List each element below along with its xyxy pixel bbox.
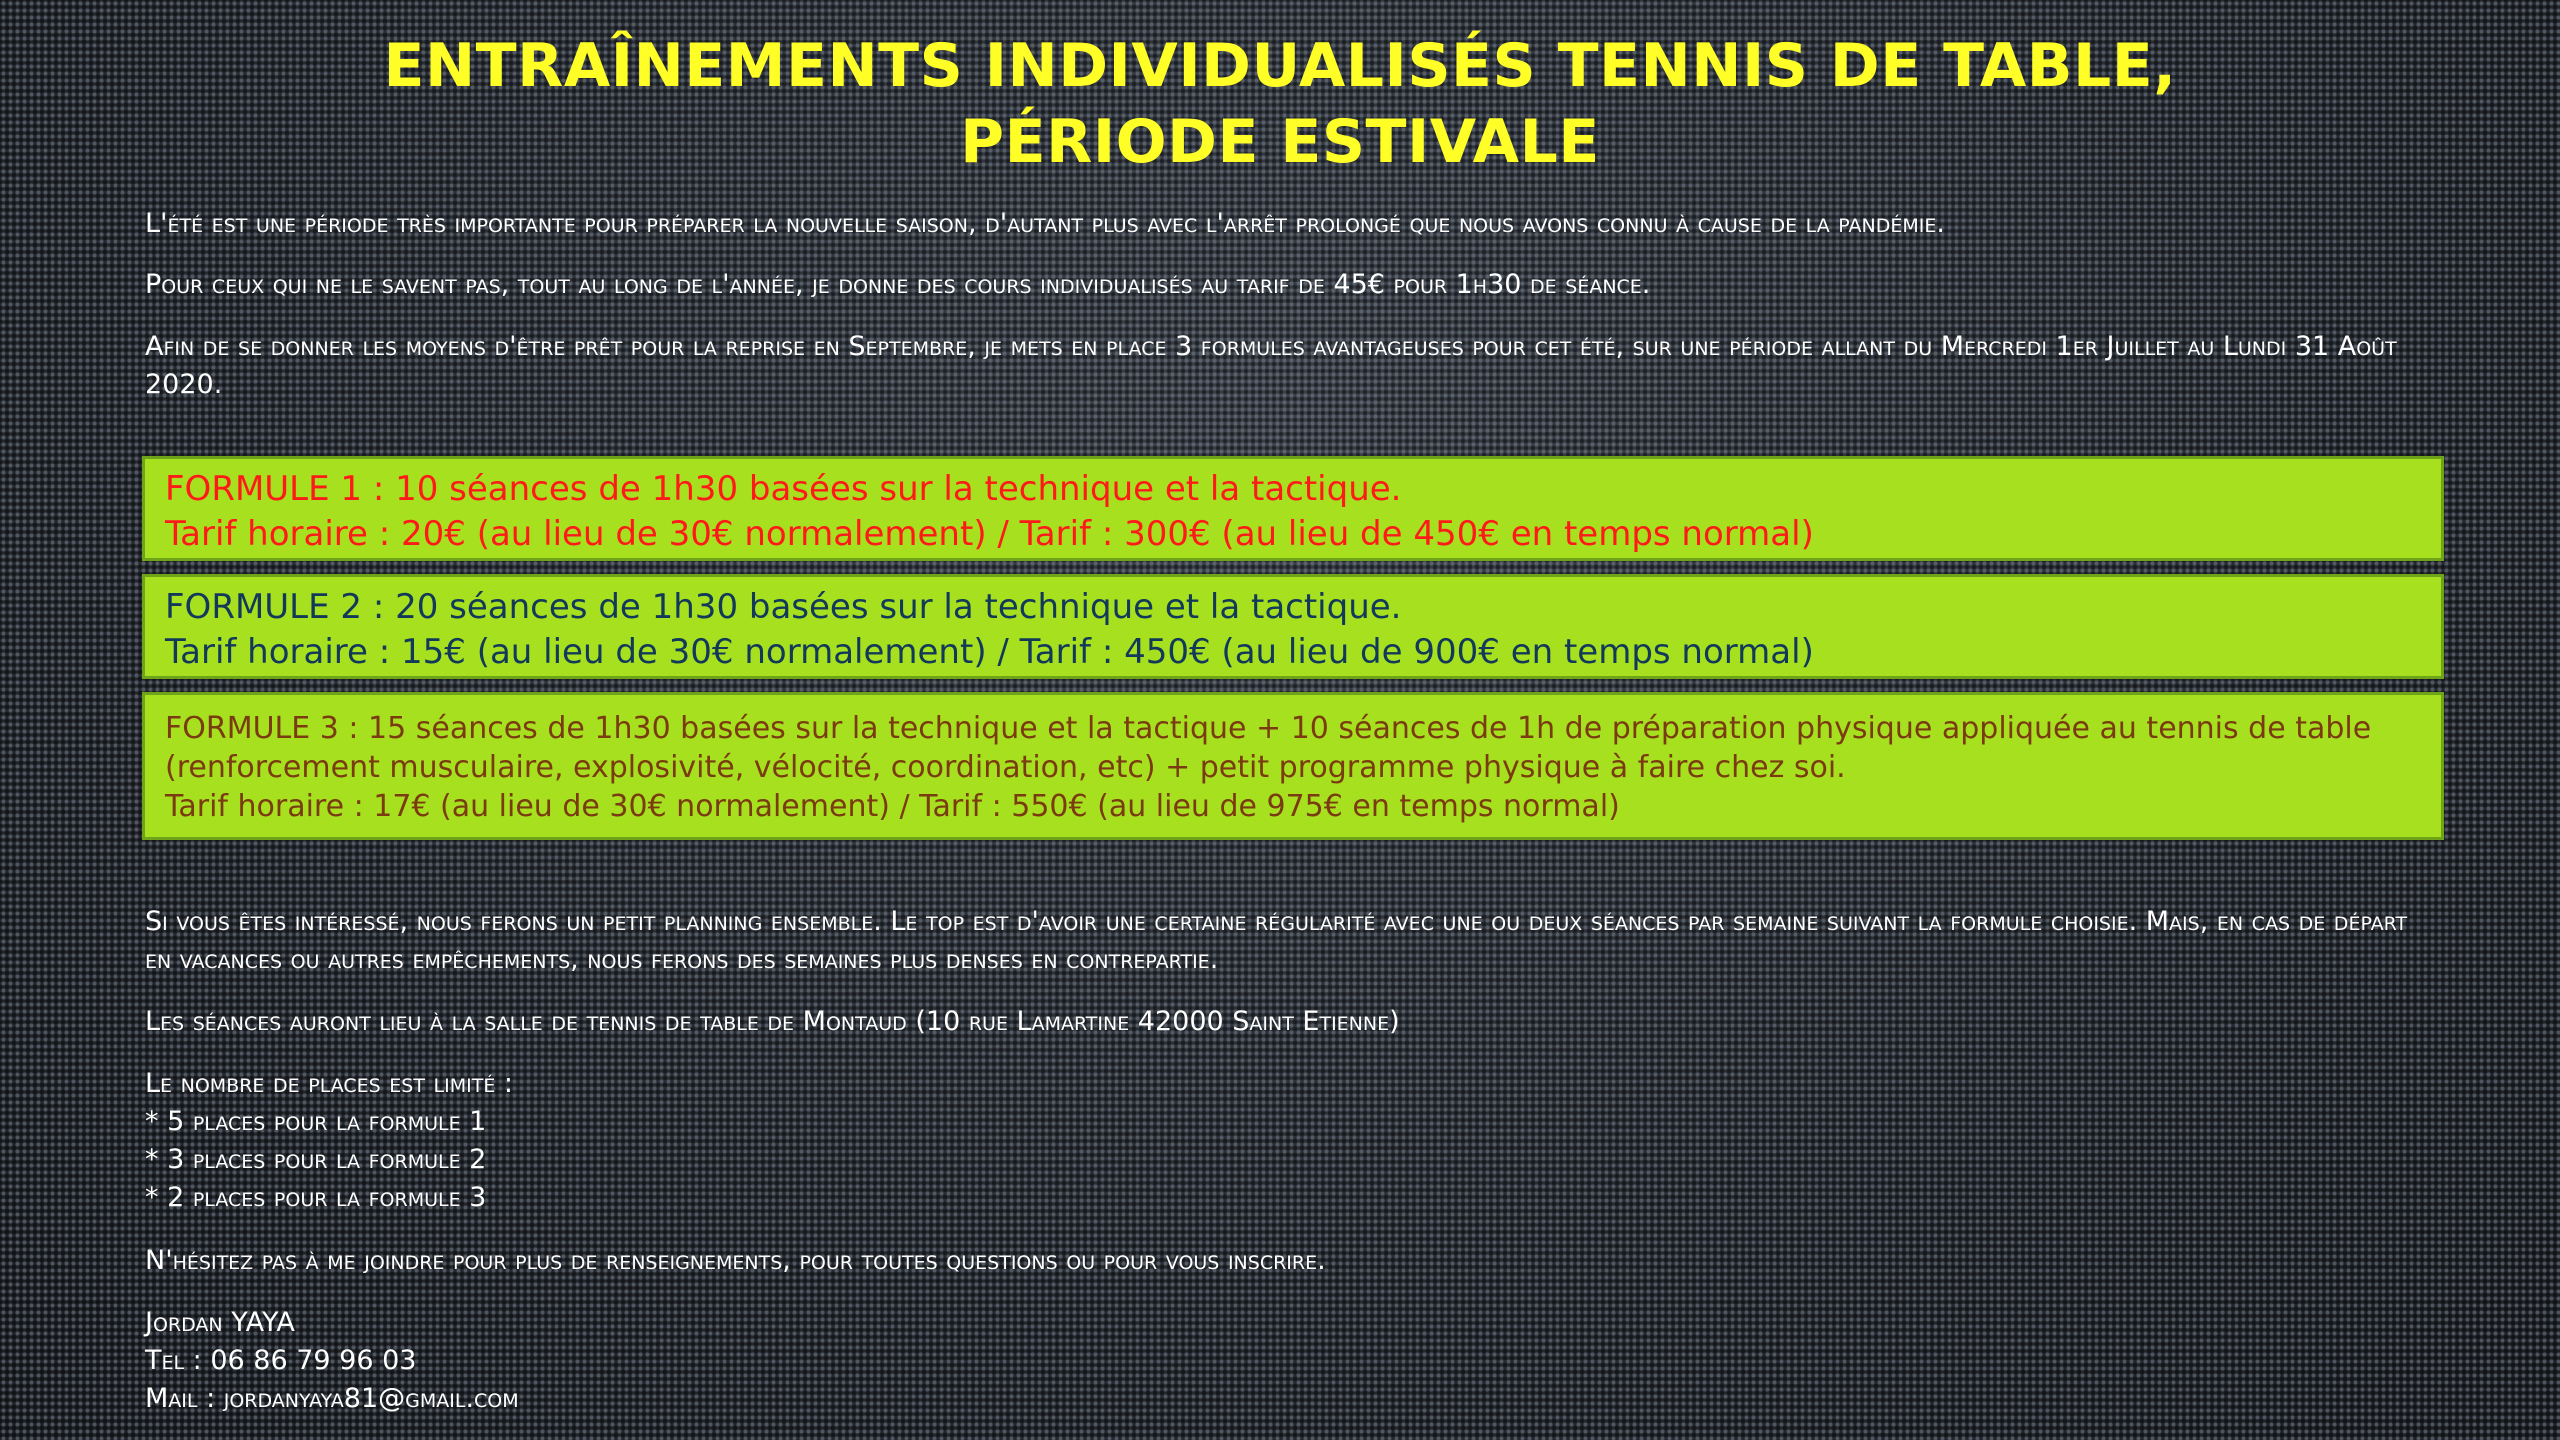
formula-1-description: FORMULE 1 : 10 séances de 1h30 basées sur la technique et la tactique.: [165, 469, 1402, 509]
intro-paragraph-2: Pour ceux qui ne le savent pas, tout au long de l'année, je donne des cours individualisés au tarif de 45€ pour 1h30 de séance.: [145, 269, 1651, 300]
contact-email: Mail : jordanyaya81@gmail.com: [145, 1383, 519, 1414]
formula-3-description: FORMULE 3 : 15 séances de 1h30 basées sur la technique et la tactique + 10 séances de 1h de préparation physique appliquée au tennis de table (renforcement musculaire, explosivité, vélocité, coordination, etc) + petit programme physique à faire chez soi.: [165, 711, 2372, 785]
places-list: [145, 1065, 2435, 1217]
location-paragraph: Les séances auront lieu à la salle de tennis de table de Montaud (10 rue Lamartine 42000 Saint Etienne): [145, 1006, 1400, 1037]
intro-paragraph-3: Afin de se donner les moyens d'être prêt pour la reprise en Septembre, je mets en place 3 formules avantageuses pour cet été, sur une période allant du Mercredi 1er Juillet au Lundi 31 Août 2020.: [145, 331, 2397, 400]
planning-paragraph: Si vous êtes intéressé, nous ferons un petit planning ensemble. Le top est d'avoir une certaine régularité avec une ou deux séances par semaine suivant la formule choisie. Mais, en cas de départ en vacances ou autres empêchements, nous ferons des semaines plus denses en contrepartie.: [145, 906, 2408, 975]
formula-2-box: [142, 574, 2444, 679]
formula-1-pricing: Tarif horaire : 20€ (au lieu de 30€ normalement) / Tarif : 300€ (au lieu de 450€ en temps normal): [165, 514, 1814, 554]
formula-3-box: [142, 692, 2444, 840]
places-intro: Le nombre de places est limité :: [145, 1068, 514, 1099]
formula-3-pricing: Tarif horaire : 17€ (au lieu de 30€ normalement) / Tarif : 550€ (au lieu de 975€ en temps normal): [165, 789, 1620, 824]
contact-name: Jordan YAYA: [145, 1307, 295, 1338]
places-item-formula-2: * 3 places pour la formule 2: [145, 1144, 487, 1175]
formula-2-pricing: Tarif horaire : 15€ (au lieu de 30€ normalement) / Tarif : 450€ (au lieu de 900€ en temps normal): [165, 632, 1814, 672]
contact-prompt: N'hésitez pas à me joindre pour plus de renseignements, pour toutes questions ou pour vous inscrire.: [145, 1245, 1326, 1276]
places-item-formula-3: * 2 places pour la formule 3: [145, 1182, 487, 1213]
places-item-formula-1: * 5 places pour la formule 1: [145, 1106, 487, 1137]
formula-1-box: [142, 456, 2444, 561]
formula-2-description: FORMULE 2 : 20 séances de 1h30 basées sur la technique et la tactique.: [165, 587, 1402, 627]
contact-phone: Tel : 06 86 79 96 03: [145, 1345, 417, 1376]
contact-block: [145, 1304, 2435, 1418]
page-title: ENTRAÎNEMENTS INDIVIDUALISÉS TENNIS DE TABLE, PÉRIODE ESTIVALE: [383, 31, 2177, 177]
intro-paragraph-1: L'été est une période très importante pour préparer la nouvelle saison, d'autant plus avec l'arrêt prolongé que nous avons connu à cause de la pandémie.: [145, 208, 1945, 239]
